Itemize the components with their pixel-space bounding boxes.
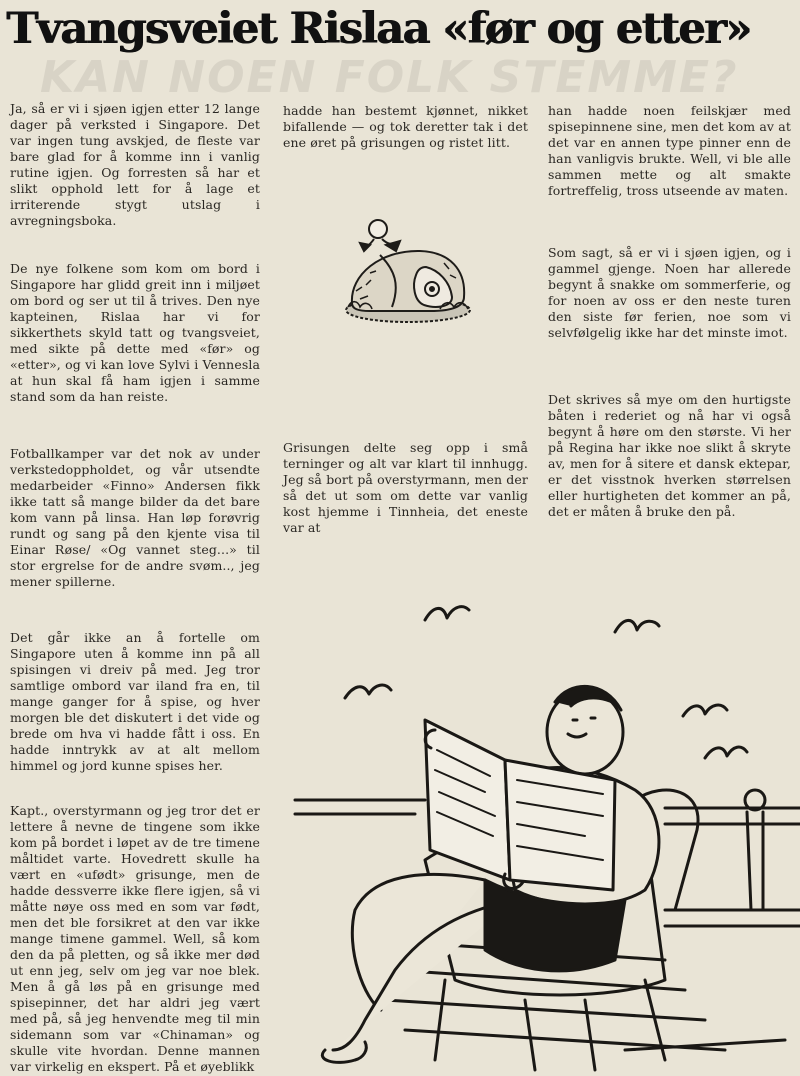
middle-column-paragraph-2: Grisungen delte seg opp i små terninger og alt var klart til innhugg. Jeg så bort på overstyrmann, men der så det ut som om dette var vanlig kost hjemme i Tinnheia, det eneste var at <box>283 440 528 535</box>
right-column-paragraph-2: Som sagt, så er vi i sjøen igjen, og i gammel gjenge. Noen har allerede begynt å snakke om sommerferie, og for noen av oss er den neste turen den siste før ferien, noe som vi selvfølgelig ikke har det minste imot. <box>548 245 791 340</box>
left-column-paragraph-5: Kapt., overstyrmann og jeg tror det er lettere å nevne de tingene som ikke kom på bordet i løpet av de tre timene måltidet varte. Hovedrett skulle ha vært en «ufødt» grisunge, men de hadde dessverre ikke flere igjen, så vi måtte nøye oss med en som var født, men det ble forsikret at den var ikke mange timene gammel. Well, så kom den da på pletten, og så ikke mer død ut enn jeg, selv om jeg var noe blek. Men å gå løs på en grisunge med spisepinner, det har aldri jeg vært med på, så jeg henvendte meg til min sidemann som var «Chinaman» og skulle vite hvordan. Denne mannen var virkelig en ekspert. På et øyeblikk <box>10 803 260 1074</box>
left-column-paragraph-2: De nye folkene som kom om bord i Singapore har glidd greit inn i miljøet om bord og ser ut til å trives. Den nye kapteinen, Rislaa har vi for sikkerthets skyld tatt og tvangsveiet, med sikte på dette med «før» og «etter», og vi kan love Sylvi i Vennesla at hun skal få ham igjen i samme stand som da han reiste. <box>10 261 260 404</box>
seagull-1 <box>425 607 469 620</box>
man-reading-newspaper-cartoon <box>285 580 800 1076</box>
middle-column-paragraph-1: hadde han bestemt kjønnet, nikket bifallende — og tok deretter tak i det ene øret på grisungen og ristet litt. <box>283 103 528 150</box>
seagull-2 <box>615 620 659 632</box>
right-column-paragraph-3: Det skrives så mye om den hurtigste båten i rederiet og nå har vi også begynt å høre om den største. Vi her på Regina har ikke noe slikt å skryte av, men for å sitere et dansk ektepar, er det visstnok hverken størrelsen eller hurtigheten det kommer an på, det er måten å bruke den på. <box>548 392 791 519</box>
left-column-paragraph-4: Det går ikke an å fortelle om Singapore uten å komme inn på all spisingen vi dreiv på med. Jeg tror samtlige ombord var iland fra en, til mange ganger for å spise, og hver morgen ble det diskutert i det vide og brede om hva vi hadde fått i oss. En hadde inntrykk av at alt mellom himmel og jord kunne spises her. <box>10 630 260 773</box>
roast-piglet-illustration <box>340 215 480 335</box>
left-column-paragraph-1: Ja, så er vi i sjøen igjen etter 12 lange dager på verksted i Singapore. Det var ingen tung avskjed, de fleste var bare glad for å komme inn i vanlig rutine igjen. Og forresten så har et slikt opphold lett for å lage et irriterende stygt utslag i avregningsboka. <box>10 101 260 228</box>
seagull-5 <box>705 747 747 758</box>
right-column-paragraph-1: han hadde noen feilskjær med spisepinnene sine, men det kom av at det var en annen type pinner enn de han vanligvis brukte. Well, vi ble alle sammen mette og alt smakte fortreffelig, tross utseende av maten. <box>548 103 791 198</box>
bleed-through-text: KAN NOEN FOLK STEMME? <box>40 52 739 103</box>
left-column-paragraph-3: Fotballkamper var det nok av under verkstedoppholdet, og vår utsendte medarbeider «Finno» Andersen fikk ikke tatt så mange bilder da det bare kom vann på linsa. Han løp forøvrig rundt og sang på den kjente visa til Einar Røse/ «Og vannet steg...» til stor ergrelse for de andre svøm.., jeg mener spillerne. <box>10 446 260 589</box>
seagull-4 <box>683 705 727 716</box>
article-headline: Tvangsveiet Rislaa «før og etter» <box>6 4 751 54</box>
seagull-3 <box>345 685 391 698</box>
